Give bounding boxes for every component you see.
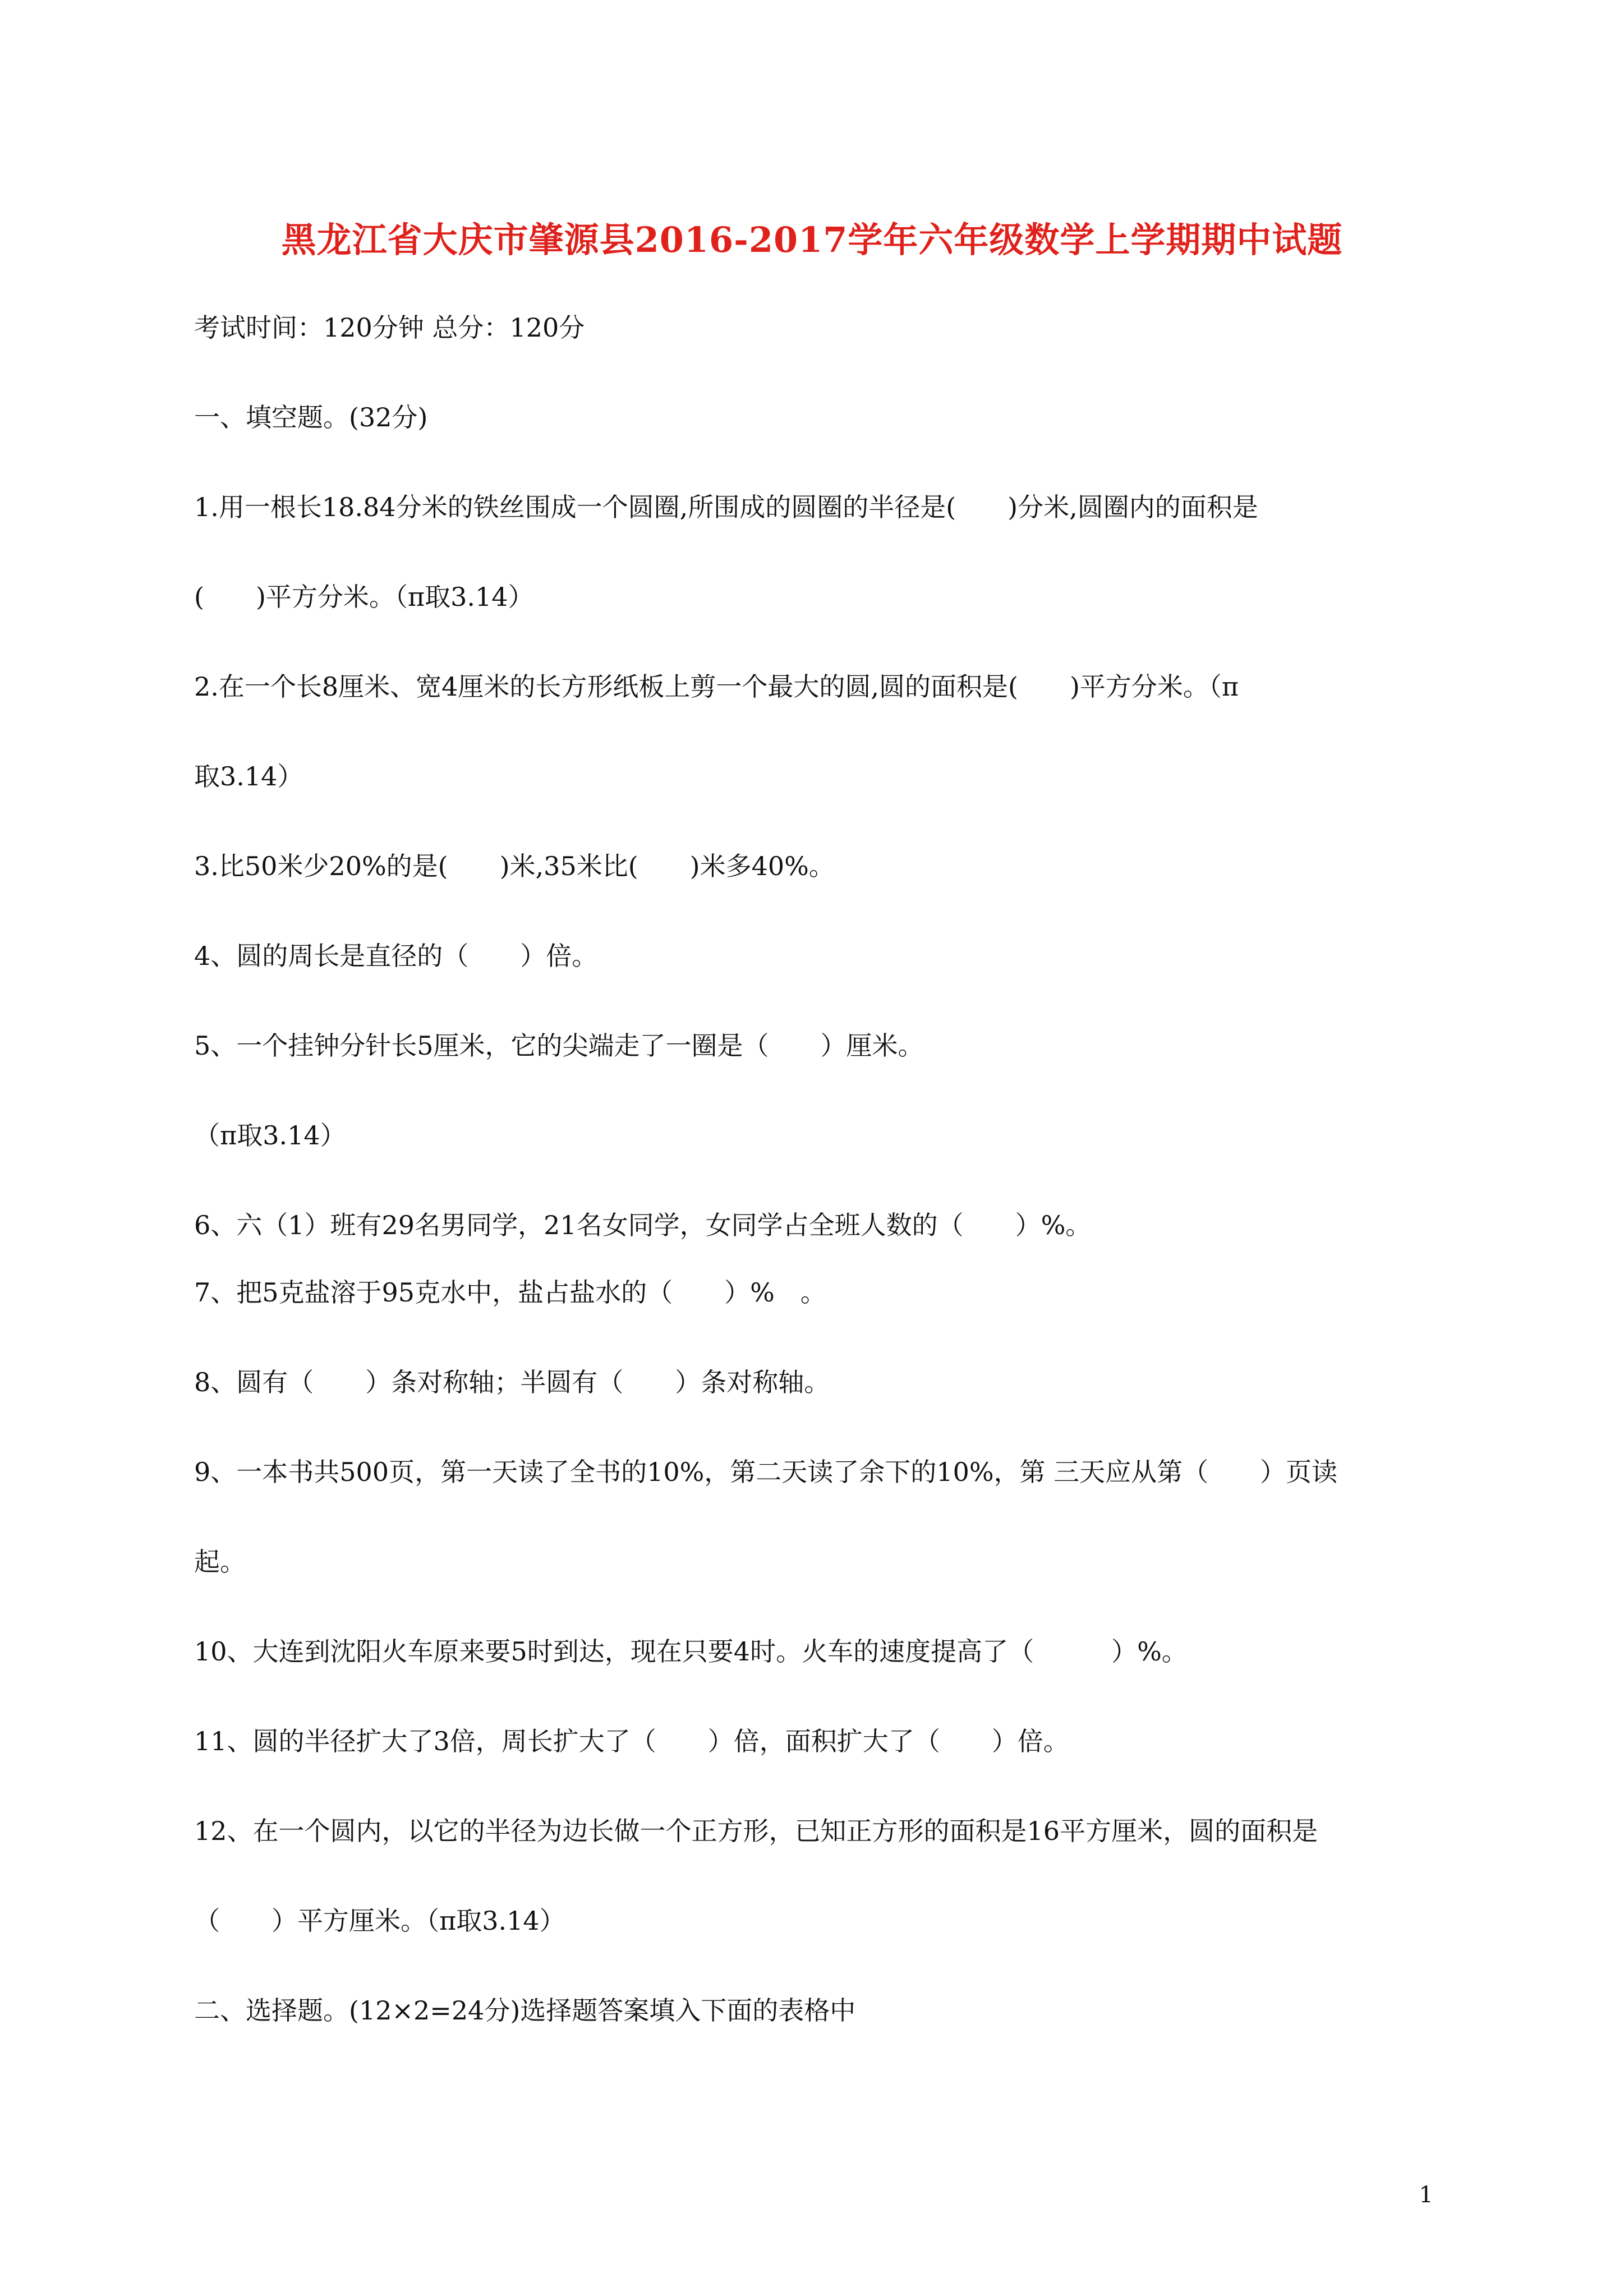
question-line: 10、大连到沈阳火车原来要5时到达，现在只要4时。火车的速度提高了（ ）%。 <box>194 1636 1188 1667</box>
section1-heading: 一、填空题。(32分) <box>194 402 428 432</box>
question-line: 9、一本书共500页，第一天读了全书的10%，第二天读了余下的10%，第 三天应从第（ ）页读 <box>194 1457 1338 1487</box>
question-line: 8、圆有（ ）条对称轴；半圆有（ ）条对称轴。 <box>194 1367 830 1397</box>
question-line: 取3.14） <box>194 761 303 792</box>
question-line: 起。 <box>194 1547 246 1577</box>
question-line: ( )平方分米。（π取3.14） <box>194 582 534 612</box>
page-number: 1 <box>1419 2182 1433 2208</box>
section2-heading: 二、选择题。(12×2=24分)选择题答案填入下面的表格中 <box>194 1995 856 2026</box>
question-line: 5、一个挂钟分针长5厘米，它的尖端走了一圈是（ ）厘米。 <box>194 1030 924 1061</box>
question-line: 4、圆的周长是直径的（ ）倍。 <box>194 941 598 971</box>
question-line: 2.在一个长8厘米、宽4厘米的长方形纸板上剪一个最大的圆,圆的面积是( )平方分米。（π <box>194 671 1239 702</box>
question-line: （π取3.14） <box>194 1120 346 1151</box>
document-title: 黑龙江省大庆市肇源县2016-2017学年六年级数学上学期期中试题 <box>281 219 1343 260</box>
question-line: 3.比50米少20%的是( )米,35米比( )米多40%。 <box>194 851 835 881</box>
question-line: 1.用一根长18.84分米的铁丝围成一个圆圈,所围成的圆圈的半径是( )分米,圆圈内的面积是 <box>194 492 1258 522</box>
question-line: （ ）平方厘米。（π取3.14） <box>194 1906 565 1936</box>
question-line: 11、圆的半径扩大了3倍，周长扩大了（ ）倍，面积扩大了（ ）倍。 <box>194 1726 1069 1756</box>
exam-info: 考试时间：120分钟 总分：120分 <box>194 312 585 343</box>
question-line: 12、在一个圆内，以它的半径为边长做一个正方形，已知正方形的面积是16平方厘米，圆的面积是 <box>194 1816 1318 1846</box>
question-line: 6、六（1）班有29名男同学，21名女同学，女同学占全班人数的（ ）%。 <box>194 1210 1092 1240</box>
question-line: 7、把5克盐溶于95克水中，盐占盐水的（ ）% 。 <box>194 1277 826 1308</box>
